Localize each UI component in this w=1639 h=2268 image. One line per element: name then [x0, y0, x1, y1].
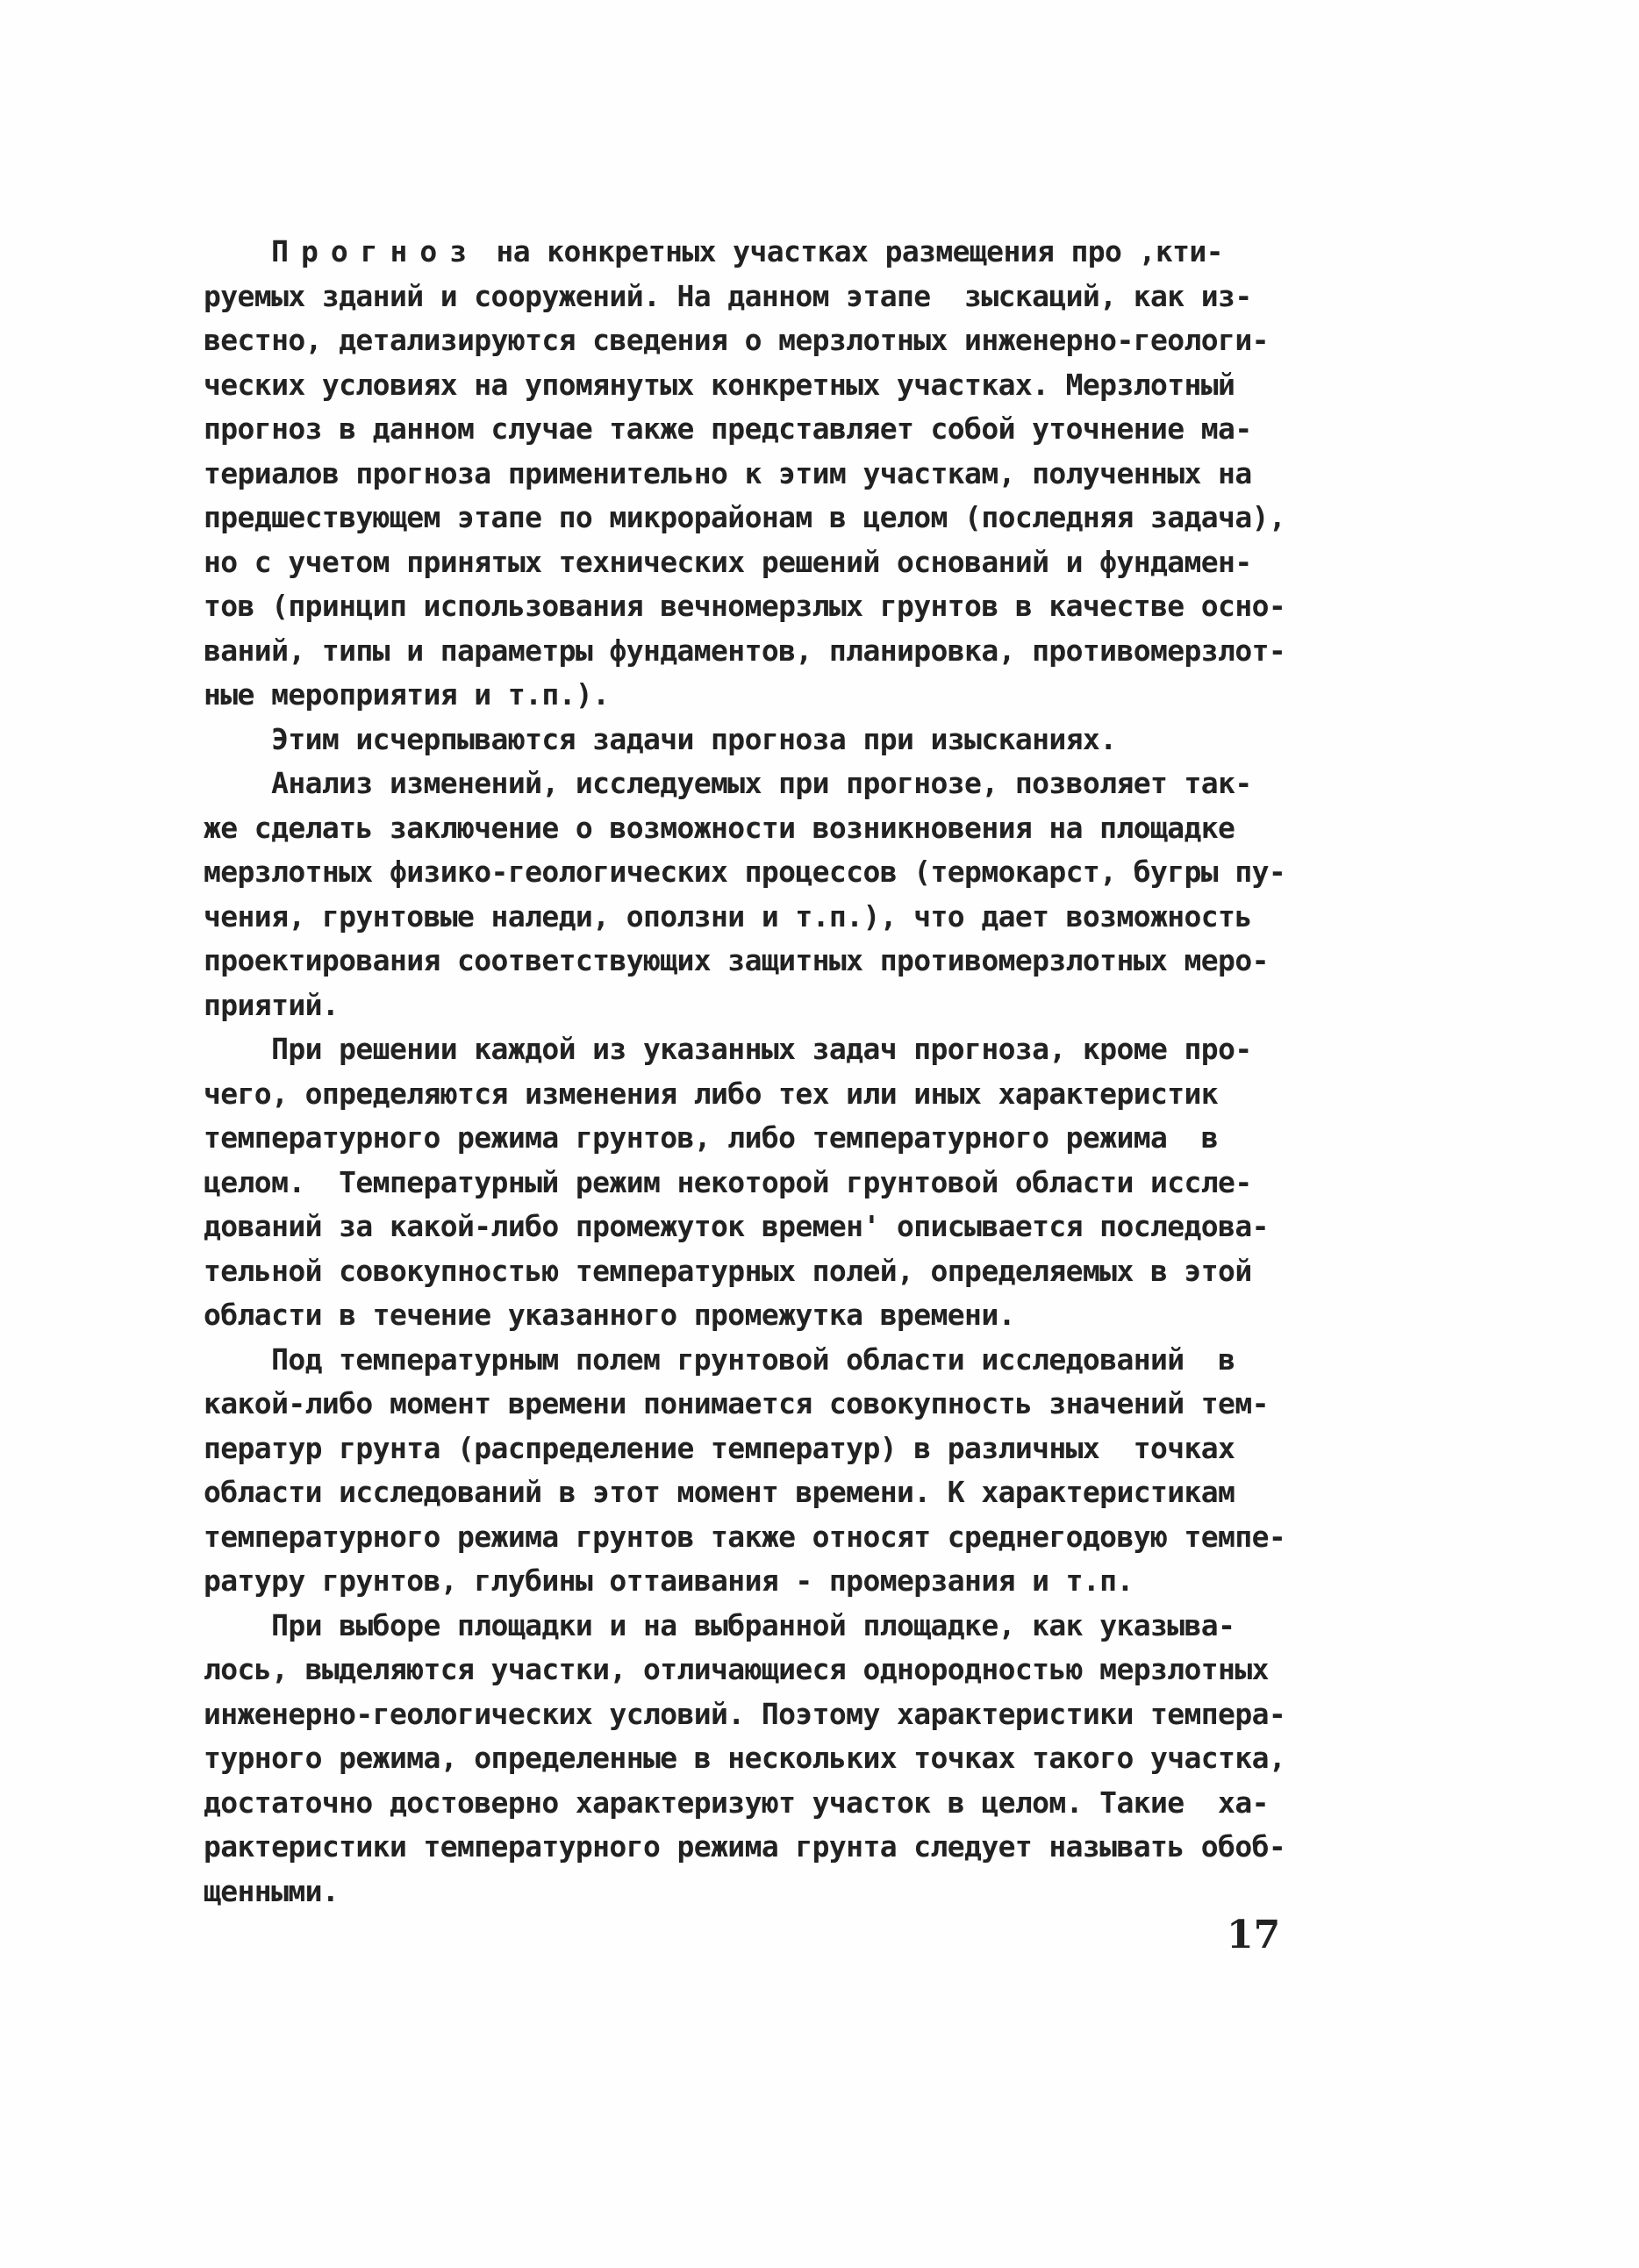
line-text: на конкретных участках размещения про ,кти-	[479, 234, 1223, 268]
text-line	[204, 718, 1265, 762]
line-text: Анализ изменений, исследуемых при прогнозе, позволяет так-	[271, 766, 1252, 800]
line-text: щенными.	[204, 1873, 340, 1908]
line-text: чего, определяются изменения либо тех или иных характеристик	[204, 1076, 1219, 1111]
line-text: При выборе площадки и на выбранной площадке, как указыва-	[271, 1607, 1235, 1642]
text-line	[204, 318, 1269, 363]
text-line	[204, 1027, 1265, 1072]
line-text: ные мероприятия и т.п.).	[204, 677, 610, 712]
text-line	[204, 1648, 1269, 1692]
line-text: но с учетом принятых технических решений оснований и фундамен-	[204, 544, 1252, 579]
line-text: руемых зданий и сооружений. На данном этапе зыскаций, как из-	[204, 278, 1252, 313]
text-line	[204, 1205, 1269, 1249]
line-text: Этим исчерпываются задачи прогноза при изысканиях.	[271, 721, 1117, 756]
text-line	[204, 1427, 1265, 1471]
text-line	[204, 407, 1265, 452]
text-line	[204, 806, 1265, 851]
indent	[204, 766, 271, 800]
text-line	[204, 895, 1265, 940]
text-line	[204, 1382, 1269, 1427]
text-line	[204, 1825, 1286, 1870]
spaced-lead-word: Прогноз	[271, 234, 480, 268]
text-line	[204, 452, 1265, 497]
text-line	[204, 939, 1269, 984]
text-line	[204, 1293, 1265, 1338]
line-text: области исследований в этот момент времени. К характеристикам	[204, 1475, 1235, 1509]
line-text: дований за какой-либо промежуток времен' описывается последова-	[204, 1209, 1269, 1243]
line-text: ваний, типы и параметры фундаментов, планировка, противомерзлот-	[204, 633, 1286, 668]
text-line	[204, 1559, 1265, 1604]
text-line	[204, 762, 1265, 806]
text-line	[204, 1072, 1265, 1117]
text-line	[204, 673, 1265, 718]
text-line	[204, 540, 1265, 585]
line-text: достаточно достоверно характеризуют участок в целом. Такие ха-	[204, 1785, 1269, 1820]
indent	[204, 1608, 271, 1642]
line-text: прогноз в данном случае также представляет собой уточнение ма-	[204, 411, 1252, 446]
line-text: мерзлотных физико-геологических процессов (термокарст, бугры пу-	[204, 855, 1286, 889]
line-text: ператур грунта (распределение температур) в различных точках	[204, 1430, 1235, 1465]
text-line	[204, 275, 1265, 319]
text-line	[204, 1736, 1286, 1781]
text-line	[204, 1338, 1265, 1383]
line-text: ческих условиях на упомянутых конкретных участках. Мерзлотный	[204, 367, 1235, 402]
line-text: чения, грунтовые наледи, оползни и т.п.), что дает возможность	[204, 898, 1252, 934]
line-text: териалов прогноза применительно к этим участкам, полученных на	[204, 455, 1252, 490]
text-line	[204, 984, 1265, 1028]
line-text: При решении каждой из указанных задач прогноза, кроме про-	[271, 1032, 1252, 1066]
line-text: лось, выделяются участки, отличающиеся однородностью мерзлотных	[204, 1652, 1269, 1686]
line-text: какой-либо момент времени понимается совокупность значений тем-	[204, 1386, 1269, 1420]
text-line	[204, 1249, 1265, 1294]
text-line	[204, 850, 1286, 895]
line-text: инженерно-геологических условий. Поэтому характеристики темпера-	[204, 1696, 1286, 1731]
indent	[204, 722, 271, 756]
indent	[204, 1032, 271, 1066]
text-line	[204, 1161, 1265, 1206]
line-text: турного режима, определенные в нескольких точках такого участка,	[204, 1741, 1286, 1775]
line-text: температурного режима грунтов, либо температурного режима в	[204, 1120, 1219, 1155]
line-text: тов (принцип использования вечномерзлых грунтов в качестве осно-	[204, 589, 1286, 623]
line-text: ратуру грунтов, глубины оттаивания - промерзания и т.п.	[204, 1563, 1134, 1598]
line-text: же сделать заключение о возможности возникновения на площадке	[204, 810, 1235, 845]
line-text: Под температурным полем грунтовой области исследований в	[271, 1341, 1235, 1377]
text-line	[204, 1116, 1265, 1161]
text-line	[204, 1781, 1269, 1826]
text-line	[204, 496, 1286, 540]
indent	[204, 1342, 271, 1377]
line-text: целом. Температурный режим некоторой грунтовой области иссле-	[204, 1164, 1252, 1199]
text-line	[204, 584, 1286, 629]
text-line	[204, 1515, 1286, 1560]
line-text: вестно, детализируются сведения о мерзлотных инженерно-геологи-	[204, 323, 1269, 357]
line-text: области в течение указанного промежутка времени.	[204, 1298, 1015, 1332]
text-line	[204, 1470, 1265, 1515]
text-line	[204, 230, 1265, 275]
line-text: предшествующем этапе по микрорайонам в целом (последняя задача),	[204, 500, 1286, 534]
text-line	[204, 629, 1286, 674]
line-text: проектирования соответствующих защитных противомерзлотных меро-	[204, 943, 1269, 977]
page-number: 17	[1227, 1913, 1281, 1957]
line-text: температурного режима грунтов также относят среднегодовую темпе-	[204, 1519, 1286, 1554]
text-line	[204, 1870, 1265, 1914]
line-text: рактеристики температурного режима грунта следует называть обоб-	[204, 1829, 1286, 1864]
indent	[204, 234, 271, 268]
line-text: тельной совокупностью температурных полей, определяемых в этой	[204, 1253, 1252, 1288]
line-text: приятий.	[204, 987, 340, 1022]
body-text	[204, 230, 1286, 1914]
text-line	[204, 1604, 1265, 1649]
text-line	[204, 363, 1265, 408]
text-line	[204, 1692, 1286, 1737]
